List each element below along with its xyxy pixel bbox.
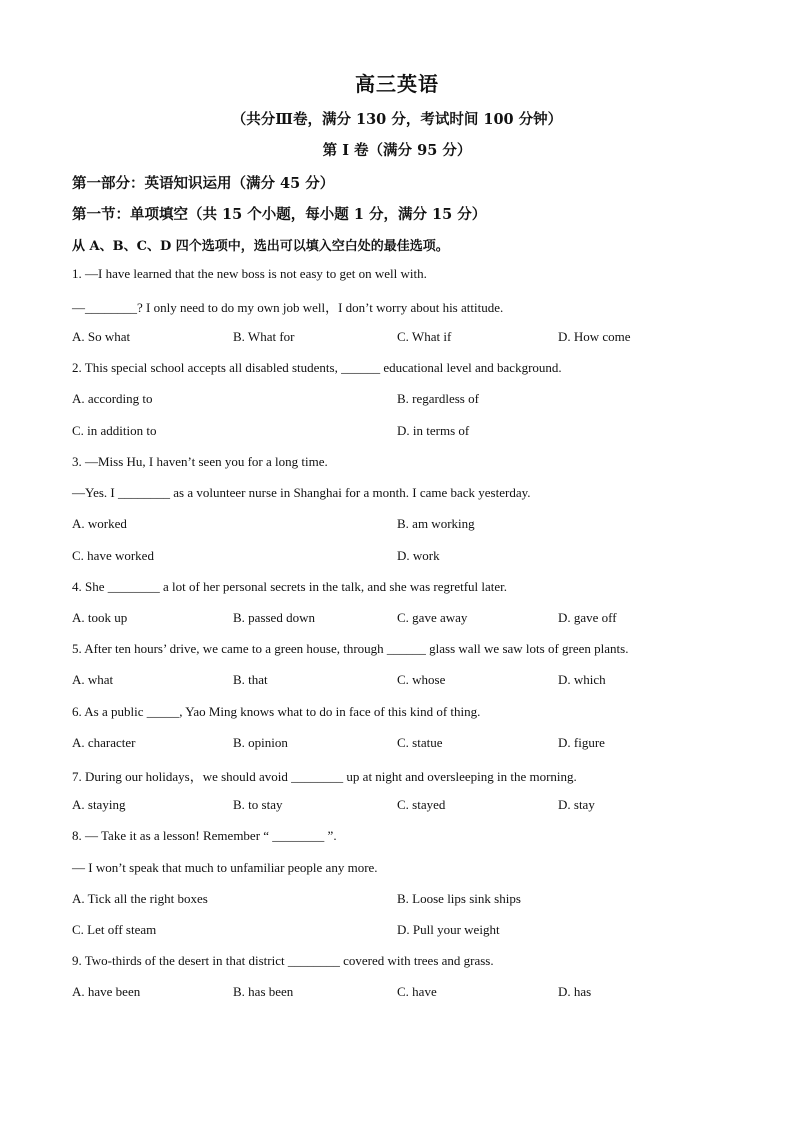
question-3-option-b: B. am working: [397, 516, 475, 531]
question-3-option-a: A. worked: [72, 516, 127, 531]
question-6-stem: 6. As a public _____, Yao Ming knows what to do in face of this kind of thing.: [72, 704, 481, 719]
question-5-option-a: A. what: [72, 672, 114, 687]
question-2-option-a: A. according to: [72, 391, 153, 406]
question-9-option-c: C. have: [397, 984, 437, 999]
question-8-option-b: B. Loose lips sink ships: [397, 891, 521, 906]
question-1-option-b: B. What for: [233, 329, 295, 344]
question-1-option-d: D. How come: [558, 329, 631, 344]
question-3-response: —Yes. I ________ as a volunteer nurse in Shanghai for a month. I came back yesterday.: [72, 485, 531, 500]
question-9-option-a: A. have been: [72, 984, 141, 999]
question-2-option-b: B. regardless of: [397, 391, 479, 406]
question-5-option-c: C. whose: [397, 672, 446, 687]
question-1-stem: 1. —I have learned that the new boss is not easy to get on well with.: [72, 266, 427, 281]
question-4-stem: 4. She ________ a lot of her personal secrets in the talk, and she was regretful later.: [72, 579, 508, 594]
question-8-option-d: D. Pull your weight: [397, 922, 500, 937]
question-3-option-c: C. have worked: [72, 548, 154, 563]
question-9-option-b: B. has been: [233, 984, 294, 999]
question-4-option-a: A. took up: [72, 610, 128, 625]
question-1-option-c: C. What if: [397, 329, 452, 344]
question-5-option-b: B. that: [233, 672, 268, 687]
part-heading: 第一部分：英语知识运用（满分 45 分）: [72, 175, 335, 192]
subsection-heading: 第一节：单项填空（共 15 个小题，每小题 1 分，满分 15 分）: [72, 206, 487, 223]
question-5-stem: 5. After ten hours’ drive, we came to a green house, through ______ glass wall we saw lots of green plants.: [72, 641, 629, 656]
question-4-option-b: B. passed down: [233, 610, 315, 625]
question-7-option-b: B. to stay: [233, 797, 283, 812]
question-9-stem: 9. Two-thirds of the desert in that district ________ covered with trees and grass.: [72, 953, 494, 968]
question-8-option-c: C. Let off steam: [72, 922, 157, 937]
question-6-option-a: A. character: [72, 735, 136, 750]
question-6-option-d: D. figure: [558, 735, 605, 750]
question-3-stem: 3. —Miss Hu, I haven’t seen you for a long time.: [72, 454, 328, 469]
question-8-stem: 8. — Take it as a lesson! Remember “ ________ ”.: [72, 828, 337, 843]
volume-heading: 第 I 卷（满分 95 分）: [322, 142, 472, 159]
question-2-option-c: C. in addition to: [72, 423, 157, 438]
question-3-option-d: D. work: [397, 548, 440, 563]
question-2-option-d: D. in terms of: [397, 423, 470, 438]
question-7-option-c: C. stayed: [397, 797, 446, 812]
page-title: 高三英语: [355, 72, 439, 96]
question-7-option-d: D. stay: [558, 797, 595, 812]
question-1-option-a: A. So what: [72, 329, 131, 344]
question-4-option-d: D. gave off: [558, 610, 617, 625]
question-7-stem: 7. During our holidays，we should avoid ________ up at night and oversleeping in the morning.: [72, 769, 577, 784]
question-6-option-b: B. opinion: [233, 735, 288, 750]
question-6-option-c: C. statue: [397, 735, 443, 750]
question-7-option-a: A. staying: [72, 797, 126, 812]
question-8-option-a: A. Tick all the right boxes: [72, 891, 208, 906]
question-2-stem: 2. This special school accepts all disabled students, ______ educational level and background.: [72, 360, 562, 375]
question-9-option-d: D. has: [558, 984, 592, 999]
question-1-response: —________? I only need to do my own job well，I don’t worry about his attitude.: [72, 300, 504, 315]
exam-info: （共分Ⅲ卷，满分 130 分，考试时间 100 分钟）: [231, 111, 563, 128]
question-8-response: — I won’t speak that much to unfamiliar people any more.: [72, 860, 378, 875]
question-4-option-c: C. gave away: [397, 610, 468, 625]
question-5-option-d: D. which: [558, 672, 606, 687]
instruction-text: 从 A、B、C、D 四个选项中，选出可以填入空白处的最佳选项。: [72, 239, 449, 254]
